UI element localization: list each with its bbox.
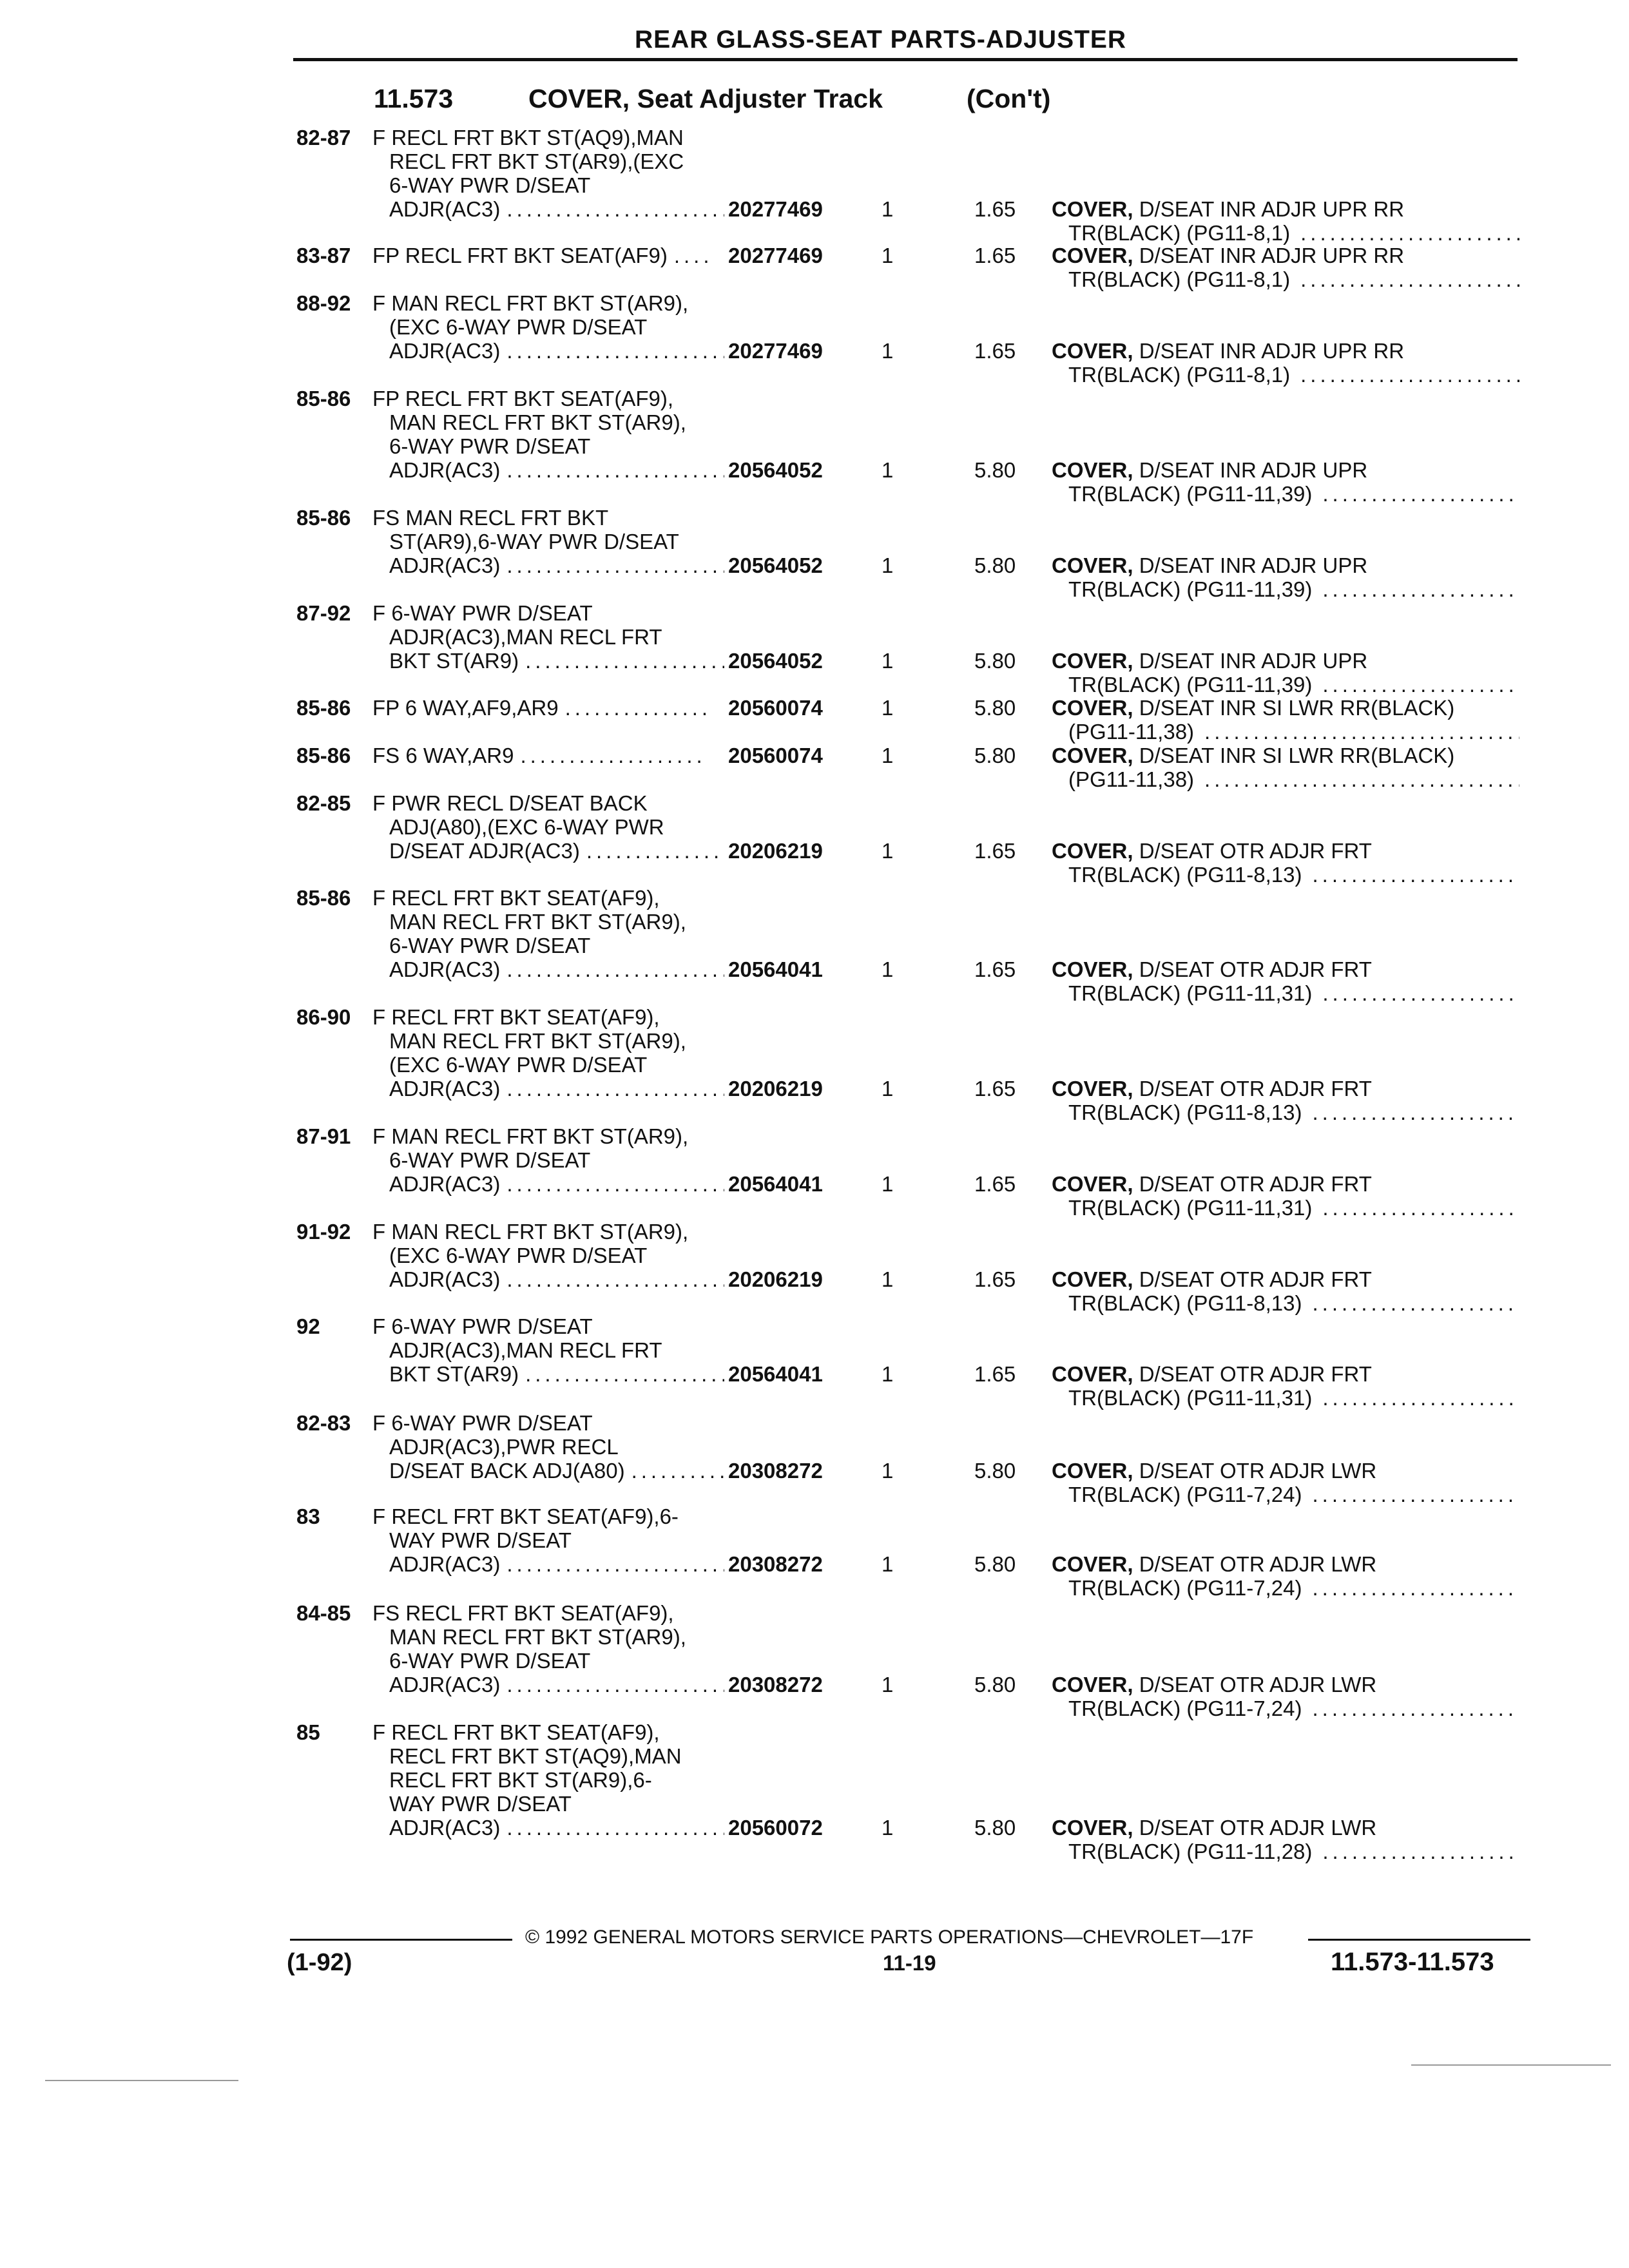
- description-line: MAN RECL FRT BKT ST(AR9),: [389, 410, 686, 434]
- dot-leader: [506, 1673, 724, 1696]
- part-name-line2: [1068, 1576, 1519, 1600]
- part-number: 20564041: [728, 1362, 823, 1386]
- model-years: 85-86: [296, 886, 351, 910]
- part-name-line2: [1068, 863, 1519, 887]
- description-line-last: [389, 458, 724, 482]
- part-name-trim: TR(BLACK) (PG11-11,31): [1068, 1196, 1313, 1220]
- part-name-line2: [1068, 577, 1519, 601]
- description-text: FP 6 WAY,AF9,AR9: [372, 696, 559, 720]
- part-name-trim: TR(BLACK) (PG11-8,13): [1068, 1100, 1302, 1124]
- description-line: RECL FRT BKT ST(AR9),(EXC: [389, 149, 684, 173]
- description-line: 6-WAY PWR D/SEAT: [389, 1649, 591, 1673]
- description-line: WAY PWR D/SEAT: [389, 1528, 572, 1552]
- description-text: ADJR(AC3): [389, 197, 501, 221]
- part-name-line1: [1052, 1673, 1376, 1696]
- model-years: 88-92: [296, 291, 351, 315]
- description-line: F MAN RECL FRT BKT ST(AR9),: [372, 1124, 689, 1148]
- description-line: MAN RECL FRT BKT ST(AR9),: [389, 910, 686, 934]
- part-name-detail: D/SEAT OTR ADJR LWR: [1133, 1673, 1377, 1696]
- quantity: 1: [882, 1816, 894, 1840]
- part-name-detail: D/SEAT INR ADJR UPR: [1133, 553, 1368, 577]
- description-line: MAN RECL FRT BKT ST(AR9),: [389, 1625, 686, 1649]
- description-line-last: [389, 839, 724, 863]
- dot-leader: [506, 458, 724, 482]
- description-line: WAY PWR D/SEAT: [389, 1792, 572, 1816]
- part-name-line2: [1068, 1196, 1519, 1220]
- description-text: D/SEAT BACK ADJ(A80): [389, 1459, 625, 1483]
- part-name-trim: TR(BLACK) (PG11-11,31): [1068, 1386, 1313, 1410]
- quantity: 1: [882, 744, 894, 767]
- quantity: 1: [882, 1552, 894, 1576]
- dot-leader: [1322, 482, 1519, 506]
- part-name-detail: D/SEAT INR ADJR UPR RR: [1133, 197, 1405, 221]
- part-name-bold: COVER,: [1052, 1816, 1133, 1840]
- description-line: F RECL FRT BKT SEAT(AF9),: [372, 1005, 660, 1029]
- part-name-bold: COVER,: [1052, 1459, 1133, 1483]
- part-name-line2: [1068, 363, 1519, 387]
- part-name-bold: COVER,: [1052, 458, 1133, 482]
- footer-date: (1-92): [287, 1949, 352, 1976]
- dot-leader: [506, 1267, 724, 1291]
- quantity: 1: [882, 197, 894, 221]
- quantity: 1: [882, 1267, 894, 1291]
- part-name-line1: [1052, 458, 1367, 482]
- model-years: 82-85: [296, 791, 351, 815]
- price: 5.80: [974, 458, 1016, 482]
- description-line-last: [389, 1552, 724, 1576]
- model-years: 82-83: [296, 1411, 351, 1435]
- dot-leader: [525, 1362, 724, 1386]
- part-name-bold: COVER,: [1052, 649, 1133, 673]
- description-text: ADJR(AC3): [389, 1077, 501, 1100]
- quantity: 1: [882, 839, 894, 863]
- model-years: 86-90: [296, 1005, 351, 1029]
- part-name-trim: TR(BLACK) (PG11-8,1): [1068, 363, 1291, 387]
- part-name-trim: TR(BLACK) (PG11-11,39): [1068, 673, 1313, 697]
- price: 5.80: [974, 1673, 1016, 1696]
- dot-leader: [525, 649, 724, 673]
- dot-leader: [1204, 720, 1519, 744]
- part-name-detail: D/SEAT OTR ADJR LWR: [1133, 1459, 1377, 1483]
- part-name-bold: COVER,: [1052, 696, 1133, 720]
- part-name-detail: D/SEAT OTR ADJR FRT: [1133, 1077, 1372, 1100]
- description-line-last: [389, 1267, 724, 1291]
- part-name-trim: TR(BLACK) (PG11-11,31): [1068, 981, 1313, 1005]
- description-line-last: [389, 1077, 724, 1100]
- description-line-last: [389, 339, 724, 363]
- part-number: 20564041: [728, 957, 823, 981]
- dot-leader: [520, 744, 708, 767]
- part-name-line2: [1068, 221, 1519, 245]
- part-name-trim: TR(BLACK) (PG11-8,1): [1068, 267, 1291, 291]
- description-line-last: [372, 696, 708, 720]
- footer-section-range: 11.573-11.573: [1331, 1948, 1494, 1976]
- part-number: 20206219: [728, 839, 823, 863]
- dot-leader: [1322, 577, 1519, 601]
- part-number: 20560074: [728, 696, 823, 720]
- part-name-trim: TR(BLACK) (PG11-11,39): [1068, 577, 1313, 601]
- scan-mark-right: [1411, 2064, 1611, 2066]
- description-text: ADJR(AC3): [389, 1552, 501, 1576]
- part-name-detail: D/SEAT INR ADJR UPR RR: [1133, 339, 1405, 363]
- part-name-line1: [1052, 244, 1404, 267]
- part-name-detail: D/SEAT OTR ADJR FRT: [1133, 839, 1372, 863]
- part-name-trim: TR(BLACK) (PG11-7,24): [1068, 1576, 1302, 1600]
- part-number: 20308272: [728, 1552, 823, 1576]
- model-years: 91-92: [296, 1220, 351, 1244]
- description-line: ST(AR9),6-WAY PWR D/SEAT: [389, 530, 679, 553]
- part-number: 20277469: [728, 197, 823, 221]
- part-name-bold: COVER,: [1052, 197, 1133, 221]
- dot-leader: [1204, 767, 1519, 791]
- part-name-trim: TR(BLACK) (PG11-11,39): [1068, 482, 1313, 506]
- part-number: 20560072: [728, 1816, 823, 1840]
- part-name-detail: D/SEAT INR SI LWR RR(BLACK): [1133, 744, 1455, 767]
- description-line-last: [389, 957, 724, 981]
- price: 5.80: [974, 1459, 1016, 1483]
- model-years: 85-86: [296, 506, 351, 530]
- description-line: F RECL FRT BKT SEAT(AF9),: [372, 886, 660, 910]
- description-text: ADJR(AC3): [389, 458, 501, 482]
- part-number: 20206219: [728, 1077, 823, 1100]
- part-name-detail: D/SEAT INR ADJR UPR: [1133, 458, 1368, 482]
- part-name-line1: [1052, 197, 1404, 221]
- dot-leader: [1322, 981, 1519, 1005]
- description-line-last: [389, 649, 724, 673]
- footer-rule-left: [290, 1939, 512, 1941]
- description-line: F RECL FRT BKT ST(AQ9),MAN: [372, 126, 684, 149]
- price: 5.80: [974, 553, 1016, 577]
- model-years: 87-91: [296, 1124, 351, 1148]
- model-years: 85-86: [296, 744, 351, 767]
- part-name-detail: D/SEAT OTR ADJR FRT: [1133, 1362, 1372, 1386]
- model-years: 85-86: [296, 696, 351, 720]
- description-line-last: [389, 1459, 724, 1483]
- dot-leader: [506, 553, 724, 577]
- part-number: 20277469: [728, 244, 823, 267]
- description-line: 6-WAY PWR D/SEAT: [389, 934, 591, 957]
- part-name-bold: COVER,: [1052, 1362, 1133, 1386]
- price: 1.65: [974, 1172, 1016, 1196]
- quantity: 1: [882, 696, 894, 720]
- description-line: F RECL FRT BKT SEAT(AF9),: [372, 1720, 660, 1744]
- part-number: 20564052: [728, 458, 823, 482]
- description-line: ADJR(AC3),PWR RECL: [389, 1435, 619, 1459]
- price: 5.80: [974, 1552, 1016, 1576]
- part-number: 20308272: [728, 1459, 823, 1483]
- dot-leader: [506, 1172, 724, 1196]
- part-name-line1: [1052, 1459, 1376, 1483]
- part-name-bold: COVER,: [1052, 744, 1133, 767]
- quantity: 1: [882, 1077, 894, 1100]
- description-line: 6-WAY PWR D/SEAT: [389, 173, 591, 197]
- price: 1.65: [974, 1077, 1016, 1100]
- part-name-detail: D/SEAT OTR ADJR LWR: [1133, 1816, 1377, 1840]
- part-name-line2: [1068, 1291, 1519, 1315]
- part-name-line2: [1068, 981, 1519, 1005]
- part-name-line1: [1052, 1362, 1372, 1386]
- quantity: 1: [882, 957, 894, 981]
- part-name-trim: (PG11-11,38): [1068, 720, 1195, 744]
- part-name-line2: [1068, 267, 1519, 291]
- part-name-line1: [1052, 1172, 1372, 1196]
- price: 5.80: [974, 1816, 1016, 1840]
- part-name-line2: [1068, 1840, 1519, 1863]
- description-line: 6-WAY PWR D/SEAT: [389, 1148, 591, 1172]
- dot-leader: [506, 197, 724, 221]
- dot-leader: [1322, 673, 1519, 697]
- part-name-line1: [1052, 1267, 1372, 1291]
- description-line: F 6-WAY PWR D/SEAT: [372, 1411, 593, 1435]
- part-name-line1: [1052, 957, 1372, 981]
- part-name-bold: COVER,: [1052, 839, 1133, 863]
- description-text: ADJR(AC3): [389, 1816, 501, 1840]
- part-number: 20564052: [728, 553, 823, 577]
- part-name-bold: COVER,: [1052, 1077, 1133, 1100]
- price: 1.65: [974, 1267, 1016, 1291]
- part-name-detail: D/SEAT OTR ADJR LWR: [1133, 1552, 1377, 1576]
- quantity: 1: [882, 649, 894, 673]
- dot-leader: [506, 1552, 724, 1576]
- part-name-trim: TR(BLACK) (PG11-11,28): [1068, 1840, 1313, 1863]
- part-name-line1: [1052, 744, 1454, 767]
- description-line: F 6-WAY PWR D/SEAT: [372, 1314, 593, 1338]
- price: 1.65: [974, 339, 1016, 363]
- dot-leader: [1312, 1696, 1519, 1720]
- description-line: RECL FRT BKT ST(AQ9),MAN: [389, 1744, 682, 1768]
- description-line: FS MAN RECL FRT BKT: [372, 506, 609, 530]
- dot-leader: [506, 1816, 724, 1840]
- part-name-trim: TR(BLACK) (PG11-8,1): [1068, 221, 1291, 245]
- price: 1.65: [974, 1362, 1016, 1386]
- footer-page-number: 11-19: [883, 1951, 936, 1975]
- part-number: 20308272: [728, 1673, 823, 1696]
- part-name-line2: [1068, 1483, 1519, 1506]
- description-line-last: [389, 1673, 724, 1696]
- part-name-line2: [1068, 482, 1519, 506]
- description-line: F MAN RECL FRT BKT ST(AR9),: [372, 291, 689, 315]
- part-number: 20560074: [728, 744, 823, 767]
- section-number: 11.573: [374, 84, 454, 113]
- part-name-detail: D/SEAT OTR ADJR FRT: [1133, 1172, 1372, 1196]
- part-name-line1: [1052, 553, 1367, 577]
- part-name-bold: COVER,: [1052, 339, 1133, 363]
- header-rule: [293, 58, 1518, 61]
- quantity: 1: [882, 1673, 894, 1696]
- description-line: ADJR(AC3),MAN RECL FRT: [389, 625, 662, 649]
- part-number: 20206219: [728, 1267, 823, 1291]
- part-name-line1: [1052, 339, 1404, 363]
- part-name-detail: D/SEAT INR ADJR UPR RR: [1133, 244, 1405, 267]
- dot-leader: [1312, 1100, 1519, 1124]
- model-years: 92: [296, 1314, 320, 1338]
- part-number: 20277469: [728, 339, 823, 363]
- description-line: FS RECL FRT BKT SEAT(AF9),: [372, 1601, 674, 1625]
- part-name-detail: D/SEAT INR SI LWR RR(BLACK): [1133, 696, 1455, 720]
- description-text: ADJR(AC3): [389, 1172, 501, 1196]
- model-years: 85-86: [296, 387, 351, 410]
- dot-leader: [586, 839, 724, 863]
- part-name-line1: [1052, 1077, 1372, 1100]
- description-text: FS 6 WAY,AR9: [372, 744, 514, 767]
- description-line: F RECL FRT BKT SEAT(AF9),6-: [372, 1504, 679, 1528]
- description-text: ADJR(AC3): [389, 1267, 501, 1291]
- part-name-bold: COVER,: [1052, 1267, 1133, 1291]
- description-line: F PWR RECL D/SEAT BACK: [372, 791, 648, 815]
- model-years: 87-92: [296, 601, 351, 625]
- part-name-bold: COVER,: [1052, 1673, 1133, 1696]
- quantity: 1: [882, 244, 894, 267]
- part-name-trim: TR(BLACK) (PG11-8,13): [1068, 863, 1302, 887]
- dot-leader: [1312, 1576, 1519, 1600]
- model-years: 84-85: [296, 1601, 351, 1625]
- dot-leader: [1322, 1840, 1519, 1863]
- description-text: ADJR(AC3): [389, 339, 501, 363]
- part-name-line1: [1052, 839, 1372, 863]
- price: 5.80: [974, 744, 1016, 767]
- description-line: F MAN RECL FRT BKT ST(AR9),: [372, 1220, 689, 1244]
- description-text: ADJR(AC3): [389, 1673, 501, 1696]
- quantity: 1: [882, 1459, 894, 1483]
- part-name-line1: [1052, 649, 1367, 673]
- dot-leader: [565, 696, 708, 720]
- model-years: 83: [296, 1504, 320, 1528]
- quantity: 1: [882, 1362, 894, 1386]
- part-name-bold: COVER,: [1052, 244, 1133, 267]
- part-name-trim: TR(BLACK) (PG11-8,13): [1068, 1291, 1302, 1315]
- part-name-line2: [1068, 767, 1519, 791]
- model-years: 85: [296, 1720, 320, 1744]
- scan-mark-left: [45, 2080, 238, 2081]
- dot-leader: [674, 244, 708, 267]
- section-continued: (Con't): [967, 84, 1051, 113]
- quantity: 1: [882, 1172, 894, 1196]
- description-text: ADJR(AC3): [389, 957, 501, 981]
- description-line: RECL FRT BKT ST(AR9),6-: [389, 1768, 652, 1792]
- part-name-trim: (PG11-11,38): [1068, 767, 1195, 791]
- dot-leader: [1322, 1196, 1519, 1220]
- dot-leader: [1312, 1291, 1519, 1315]
- dot-leader: [631, 1459, 724, 1483]
- description-text: BKT ST(AR9): [389, 649, 519, 673]
- model-years: 82-87: [296, 126, 351, 149]
- description-line-last: [389, 197, 724, 221]
- description-line: F 6-WAY PWR D/SEAT: [372, 601, 593, 625]
- description-line-last: [372, 244, 708, 267]
- description-line-last: [389, 1172, 724, 1196]
- description-line: 6-WAY PWR D/SEAT: [389, 434, 591, 458]
- description-line: MAN RECL FRT BKT ST(AR9),: [389, 1029, 686, 1053]
- description-text: D/SEAT ADJR(AC3): [389, 839, 580, 863]
- price: 1.65: [974, 839, 1016, 863]
- dot-leader: [1312, 1483, 1519, 1506]
- quantity: 1: [882, 553, 894, 577]
- part-name-line2: [1068, 720, 1519, 744]
- quantity: 1: [882, 339, 894, 363]
- section-title: COVER, Seat Adjuster Track: [528, 84, 883, 113]
- description-line: (EXC 6-WAY PWR D/SEAT: [389, 1244, 648, 1267]
- part-name-bold: COVER,: [1052, 957, 1133, 981]
- part-number: 20564041: [728, 1172, 823, 1196]
- dot-leader: [1300, 267, 1519, 291]
- dot-leader: [506, 339, 724, 363]
- part-name-trim: TR(BLACK) (PG11-7,24): [1068, 1696, 1302, 1720]
- part-name-trim: TR(BLACK) (PG11-7,24): [1068, 1483, 1302, 1506]
- part-name-line2: [1068, 1100, 1519, 1124]
- part-name-detail: D/SEAT INR ADJR UPR: [1133, 649, 1368, 673]
- part-name-bold: COVER,: [1052, 1172, 1133, 1196]
- part-name-detail: D/SEAT OTR ADJR FRT: [1133, 957, 1372, 981]
- dot-leader: [1312, 863, 1519, 887]
- part-name-line2: [1068, 1696, 1519, 1720]
- part-name-line1: [1052, 1552, 1376, 1576]
- price: 5.80: [974, 696, 1016, 720]
- dot-leader: [1300, 221, 1519, 245]
- part-number: 20564052: [728, 649, 823, 673]
- part-name-line1: [1052, 696, 1454, 720]
- description-text: FP RECL FRT BKT SEAT(AF9): [372, 244, 668, 267]
- part-name-line1: [1052, 1816, 1376, 1840]
- price: 1.65: [974, 197, 1016, 221]
- part-name-detail: D/SEAT OTR ADJR FRT: [1133, 1267, 1372, 1291]
- description-line: (EXC 6-WAY PWR D/SEAT: [389, 315, 648, 339]
- dot-leader: [1322, 1386, 1519, 1410]
- price: 1.65: [974, 244, 1016, 267]
- part-name-line2: [1068, 673, 1519, 697]
- quantity: 1: [882, 458, 894, 482]
- price: 1.65: [974, 957, 1016, 981]
- footer-copyright: © 1992 GENERAL MOTORS SERVICE PARTS OPERATIONS—CHEVROLET—17F: [525, 1927, 1254, 1948]
- description-line-last: [372, 744, 708, 767]
- description-text: ADJR(AC3): [389, 553, 501, 577]
- description-line-last: [389, 1816, 724, 1840]
- model-years: 83-87: [296, 244, 351, 267]
- dot-leader: [506, 957, 724, 981]
- description-line: ADJR(AC3),MAN RECL FRT: [389, 1338, 662, 1362]
- part-name-bold: COVER,: [1052, 553, 1133, 577]
- page-title: REAR GLASS-SEAT PARTS-ADJUSTER: [635, 26, 1127, 53]
- description-line: ADJ(A80),(EXC 6-WAY PWR: [389, 815, 664, 839]
- description-text: BKT ST(AR9): [389, 1362, 519, 1386]
- description-line-last: [389, 553, 724, 577]
- price: 5.80: [974, 649, 1016, 673]
- description-line: (EXC 6-WAY PWR D/SEAT: [389, 1053, 648, 1077]
- footer-rule-right: [1308, 1939, 1530, 1941]
- description-line: FP RECL FRT BKT SEAT(AF9),: [372, 387, 673, 410]
- dot-leader: [1300, 363, 1519, 387]
- description-line-last: [389, 1362, 724, 1386]
- part-name-bold: COVER,: [1052, 1552, 1133, 1576]
- part-name-line2: [1068, 1386, 1519, 1410]
- dot-leader: [506, 1077, 724, 1100]
